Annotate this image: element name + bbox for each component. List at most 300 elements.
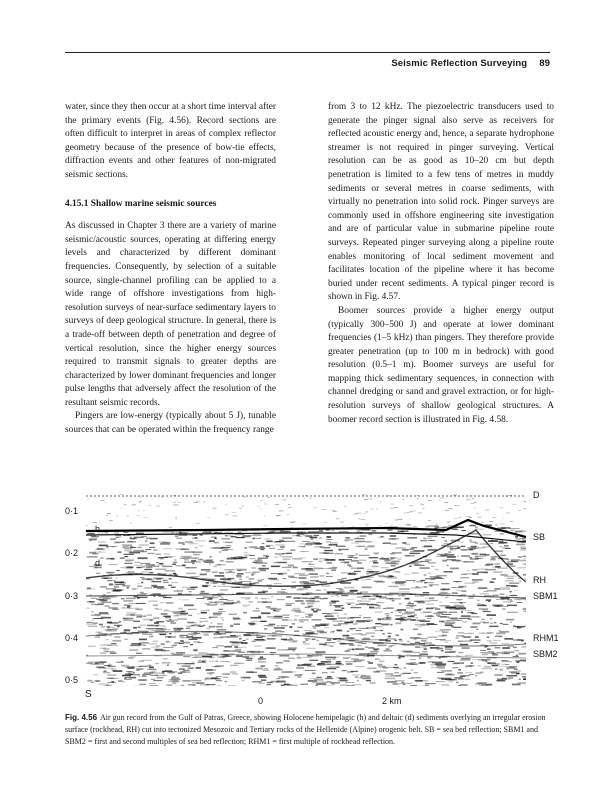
seismic-trace [288, 648, 297, 649]
seismic-trace [337, 677, 347, 678]
seismic-trace [138, 661, 144, 662]
seismic-trace [139, 544, 149, 546]
seismic-trace [108, 580, 116, 581]
seismic-trace [178, 611, 183, 612]
seismic-trace [492, 578, 496, 579]
seismic-trace [201, 591, 205, 593]
noise-speck [421, 504, 425, 505]
seismic-trace [252, 535, 262, 536]
seismic-trace [442, 684, 450, 686]
seismic-trace [480, 622, 486, 623]
seismic-trace [347, 638, 355, 639]
seismic-trace [306, 648, 315, 649]
seismic-trace [326, 573, 329, 574]
seismic-trace [245, 598, 250, 599]
seismic-trace [117, 626, 119, 628]
seismic-trace [470, 626, 477, 628]
seismic-trace [287, 685, 297, 686]
seismic-trace [130, 538, 136, 539]
seismic-trace [315, 685, 318, 686]
seismic-trace [445, 648, 452, 650]
seismic-trace [414, 672, 418, 673]
figure-number: Fig. 4.56 [65, 713, 98, 722]
seismic-trace [172, 682, 176, 684]
seismic-trace [253, 681, 260, 682]
seismic-trace [396, 634, 400, 636]
seismic-trace [389, 538, 396, 539]
seismic-trace [410, 659, 416, 660]
seismic-trace [126, 598, 136, 599]
seismic-trace [172, 620, 178, 621]
seismic-trace [87, 680, 92, 682]
seismic-trace [213, 566, 217, 568]
seismic-trace [395, 668, 402, 670]
seismic-trace [452, 560, 462, 561]
seismic-trace [479, 685, 489, 686]
seismic-trace [124, 554, 134, 555]
seismic-trace [499, 666, 507, 667]
seismic-trace [144, 616, 147, 617]
seismic-trace [422, 546, 427, 548]
seismic-trace [155, 663, 159, 664]
seismic-trace [374, 627, 376, 629]
seismic-trace [341, 572, 348, 573]
seismic-trace [502, 661, 512, 662]
seismic-trace [163, 647, 173, 648]
seismic-trace [142, 674, 151, 675]
seismic-trace [193, 641, 200, 642]
seismic-trace [310, 537, 318, 539]
noise-speck [512, 504, 517, 505]
seismic-trace [369, 534, 373, 535]
seismic-trace [326, 659, 331, 660]
seismic-trace [427, 538, 432, 539]
seismic-trace [195, 547, 198, 548]
seismic-trace [101, 626, 105, 628]
noise-speck [466, 516, 471, 517]
seismic-trace [333, 659, 336, 660]
seismic-trace [122, 545, 132, 546]
seismic-trace [447, 565, 449, 566]
seismic-trace [391, 675, 396, 677]
seismic-trace [477, 558, 484, 559]
seismic-trace [256, 538, 261, 539]
seismic-trace [398, 595, 405, 596]
seismic-trace [350, 617, 361, 618]
seismic-trace [176, 615, 186, 616]
seismic-trace [390, 535, 397, 537]
seismic-trace [86, 622, 92, 623]
seismic-trace [91, 536, 98, 537]
seismic-trace [294, 630, 299, 632]
seismic-trace [378, 575, 384, 577]
seismic-trace [222, 620, 225, 621]
seismic-trace [179, 635, 187, 636]
seismic-trace [230, 665, 238, 666]
seismic-trace [224, 549, 233, 550]
seismic-trace [161, 587, 163, 588]
seismic-trace [430, 647, 440, 649]
seismic-trace [98, 633, 100, 634]
seismic-trace [333, 683, 340, 684]
seismic-trace [286, 605, 292, 606]
seismic-trace [460, 603, 463, 604]
seismic-trace [125, 561, 132, 562]
seismic-trace [499, 541, 504, 542]
seismic-trace [461, 611, 463, 613]
seismic-trace [203, 597, 214, 599]
noise-speck [485, 510, 490, 511]
seismic-trace [329, 682, 332, 683]
seismic-trace [399, 612, 402, 613]
seismic-trace [399, 674, 403, 675]
seismic-trace [436, 575, 447, 576]
seismic-trace [337, 640, 341, 642]
seismic-trace [480, 672, 484, 673]
seismic-trace [86, 608, 90, 609]
seismic-trace [418, 634, 422, 636]
seismic-trace [399, 589, 410, 590]
seismic-trace [270, 652, 276, 653]
seismic-trace [124, 604, 129, 606]
seismic-trace [195, 537, 197, 538]
seismic-trace [100, 645, 111, 646]
seismic-trace [431, 607, 437, 608]
seismic-trace [239, 579, 241, 580]
seismic-trace [96, 573, 100, 574]
noise-speck [257, 506, 260, 507]
seismic-trace [352, 674, 359, 675]
seismic-trace [146, 538, 151, 540]
seismic-trace [354, 538, 364, 539]
seismic-trace [156, 609, 162, 610]
seismic-trace [137, 547, 141, 549]
seismic-trace [346, 599, 355, 600]
seismic-trace [424, 575, 427, 576]
seismic-trace [293, 651, 295, 652]
seismic-trace [128, 541, 133, 542]
seismic-trace [495, 647, 501, 649]
seismic-trace [217, 633, 226, 634]
seismic-trace [136, 668, 143, 670]
seismic-trace [509, 583, 519, 584]
seismic-trace [277, 617, 282, 618]
seismic-trace [157, 588, 166, 589]
seismic-trace [326, 561, 329, 562]
seismic-trace [235, 649, 241, 650]
noise-speck [138, 511, 139, 512]
noise-speck [353, 514, 357, 515]
y-tick-label: 0·1 [65, 506, 79, 516]
seismic-trace [386, 648, 390, 650]
seismic-trace [414, 652, 420, 653]
seismic-trace [495, 588, 501, 590]
seismic-trace [169, 578, 172, 580]
noise-speck [322, 509, 327, 510]
seismic-trace [132, 589, 136, 590]
noise-speck [428, 520, 431, 521]
noise-speck [409, 505, 413, 506]
seismic-trace [351, 639, 359, 640]
seismic-trace [207, 673, 211, 674]
seismic-trace [442, 560, 447, 562]
seismic-trace [388, 586, 398, 587]
seismic-trace [516, 671, 520, 672]
seismic-trace [344, 651, 348, 652]
noise-speck [428, 500, 432, 501]
seismic-trace [209, 540, 215, 542]
seismic-trace [517, 567, 526, 568]
seismic-trace [222, 578, 226, 580]
seismic-trace [392, 600, 395, 601]
seismic-trace [241, 597, 251, 599]
noise-speck [444, 502, 449, 503]
seismic-trace [525, 565, 526, 566]
seismic-trace [391, 612, 394, 613]
noise-speck [377, 498, 379, 499]
seismic-trace [300, 684, 308, 685]
seismic-trace [179, 668, 185, 670]
seismic-trace [163, 580, 168, 581]
seismic-trace [154, 649, 163, 650]
noise-speck [173, 505, 178, 506]
seismic-trace [420, 638, 427, 639]
seismic-trace [138, 597, 148, 598]
noise-speck [261, 508, 262, 509]
seismic-trace [173, 573, 176, 575]
seismic-trace [386, 598, 393, 600]
seismic-trace [254, 640, 264, 641]
seismic-trace [263, 555, 268, 557]
seismic-trace [114, 532, 119, 534]
seismic-trace [359, 615, 361, 616]
seismic-trace [469, 665, 475, 666]
seismic-trace [100, 648, 106, 650]
seismic-trace [107, 674, 116, 676]
seismic-trace [341, 608, 344, 609]
seismic-trace [500, 623, 503, 624]
seismic-trace [201, 612, 207, 614]
seismic-trace [381, 567, 389, 568]
seismic-trace [125, 560, 134, 561]
seismic-trace [324, 589, 327, 590]
seismic-trace [223, 542, 226, 543]
seismic-trace [186, 567, 197, 568]
seismic-trace [192, 535, 197, 536]
seismic-trace [227, 600, 234, 601]
seismic-trace [200, 618, 207, 619]
seismic-trace [229, 614, 237, 615]
seismic-trace [336, 663, 342, 664]
seismic-trace [169, 679, 178, 681]
seismic-trace [430, 600, 438, 601]
seismic-trace [291, 587, 296, 589]
seismic-trace [322, 682, 329, 683]
seismic-trace [508, 646, 514, 647]
seismic-trace [217, 629, 227, 631]
seismic-trace [513, 647, 517, 648]
seismic-trace [409, 548, 414, 550]
seismic-trace [440, 640, 451, 641]
seismic-trace [362, 639, 370, 641]
seismic-trace [437, 649, 439, 650]
seismic-trace [236, 569, 246, 570]
seismic-trace [184, 604, 194, 606]
seismic-trace [406, 607, 414, 608]
seismic-trace [251, 652, 260, 654]
seismic-trace [373, 552, 379, 554]
seismic-trace [133, 627, 137, 629]
seismic-trace [458, 641, 463, 642]
seismic-trace [236, 556, 242, 557]
seismic-trace [183, 656, 190, 657]
seismic-trace [138, 679, 147, 681]
seismic-trace [271, 609, 282, 610]
seismic-trace [234, 624, 240, 625]
seismic-trace [309, 678, 317, 679]
seismic-trace [391, 561, 400, 563]
seismic-trace [401, 683, 412, 684]
seismic-trace [450, 549, 456, 550]
seismic-trace [250, 555, 255, 556]
seismic-trace [463, 641, 472, 642]
noise-speck [418, 513, 422, 514]
seismic-trace [151, 679, 155, 680]
noise-speck [376, 509, 377, 510]
seismic-trace [399, 591, 410, 592]
noise-speck [454, 518, 458, 519]
seismic-trace [104, 605, 110, 607]
seismic-trace [200, 621, 203, 623]
seismic-trace [313, 559, 318, 560]
seismic-trace [477, 642, 479, 643]
seismic-trace [304, 545, 312, 546]
seismic-trace [326, 618, 330, 619]
seismic-trace [165, 570, 175, 571]
seismic-trace [294, 619, 297, 620]
seismic-trace [495, 524, 497, 525]
seismic-trace [357, 600, 361, 601]
seismic-trace [97, 615, 100, 617]
noise-speck [506, 497, 508, 498]
seismic-trace [311, 598, 321, 599]
seismic-trace [183, 680, 191, 681]
seismic-trace [311, 609, 314, 611]
seismic-trace [367, 661, 370, 662]
seismic-trace [406, 652, 414, 653]
seismic-trace [221, 597, 223, 599]
seismic-trace [158, 564, 165, 565]
seismic-trace [419, 567, 429, 568]
seismic-trace [296, 667, 304, 669]
noise-speck [423, 508, 425, 509]
seismic-trace [448, 551, 451, 553]
seismic-trace [501, 575, 503, 576]
seismic-trace [271, 579, 279, 580]
seismic-trace [249, 601, 253, 602]
seismic-trace [383, 543, 391, 544]
seismic-trace [124, 677, 127, 679]
seismic-trace [367, 571, 374, 572]
seismic-trace [103, 672, 110, 673]
seismic-trace [506, 619, 514, 621]
seismic-trace [389, 593, 399, 594]
seismic-trace [442, 670, 453, 671]
seismic-trace [485, 554, 489, 555]
seismic-trace [299, 619, 309, 621]
seismic-trace [305, 568, 314, 570]
seismic-trace [488, 662, 491, 664]
seismic-trace [359, 677, 370, 678]
seismic-trace [244, 635, 253, 636]
seismic-trace [316, 677, 321, 679]
seismic-trace [314, 546, 324, 548]
left-paragraph-1: water, since they then occur at a short time interval after the primary events (Fig. 4.56). Record sections are often difficult to interpret in areas of complex reflector geometry because of the presence of bow-tie effects, diffraction events and other features of non-migrated seismic sections. [65, 102, 276, 180]
seismic-trace [149, 600, 158, 602]
seismic-trace [469, 540, 472, 542]
seismic-trace [250, 547, 256, 549]
seismic-trace [500, 546, 503, 547]
seismic-trace [351, 606, 356, 607]
noise-speck [203, 502, 205, 503]
seismic-trace [456, 655, 458, 656]
seismic-trace [296, 535, 300, 536]
seismic-trace [189, 591, 192, 592]
seismic-trace [454, 605, 460, 606]
noise-speck [455, 505, 460, 506]
seismic-trace [446, 608, 456, 609]
seismic-trace [487, 649, 491, 650]
seismic-trace [124, 619, 134, 621]
header-rule [65, 52, 550, 53]
noise-speck [366, 525, 367, 526]
seismic-trace [449, 612, 458, 613]
seismic-trace [336, 661, 341, 662]
seismic-trace [379, 660, 384, 662]
seismic-trace [458, 678, 464, 679]
section-heading: 4.15.1 Shallow marine seismic sources [65, 198, 217, 209]
seismic-trace [349, 644, 354, 646]
seismic-trace [205, 559, 213, 561]
seismic-trace [332, 567, 337, 569]
seismic-trace [128, 671, 134, 672]
seismic-trace [480, 593, 489, 595]
seismic-trace [461, 555, 470, 557]
seismic-trace [258, 661, 266, 663]
noise-speck [340, 522, 344, 523]
seismic-trace [437, 672, 444, 673]
seismic-trace [496, 652, 503, 653]
seismic-trace [415, 642, 420, 643]
seismic-trace [336, 546, 346, 547]
seismic-trace [404, 667, 407, 669]
seismic-trace [262, 565, 265, 566]
seismic-trace [124, 629, 130, 631]
seismic-trace [300, 557, 306, 558]
seismic-trace [418, 602, 425, 603]
seismic-trace [483, 534, 492, 535]
seismic-trace [416, 581, 423, 582]
seismic-trace [309, 660, 318, 661]
seismic-trace [303, 641, 306, 643]
seismic-trace [124, 639, 127, 640]
seismic-trace [363, 596, 371, 597]
seismic-trace [139, 639, 147, 641]
seismic-trace [326, 559, 334, 560]
seismic-trace [524, 611, 526, 612]
seismic-trace [442, 589, 445, 591]
seismic-trace [439, 648, 442, 649]
